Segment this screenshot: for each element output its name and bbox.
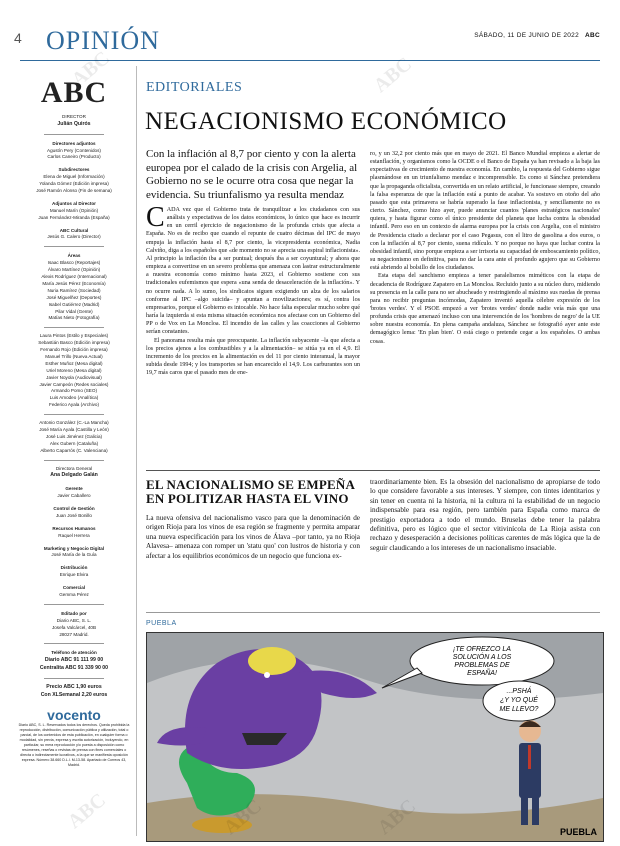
staff-line: Alex Gubern (Cataluña) xyxy=(49,440,99,446)
control-title: Control de Gestión xyxy=(53,506,95,511)
staff-line: José Miguelñez (Deportes) xyxy=(46,294,102,300)
divider xyxy=(44,460,104,461)
abc-watermark: ABC xyxy=(67,47,115,92)
staff-line: Nuria Ramírez (Sociedad) xyxy=(47,287,101,293)
top-rule xyxy=(20,60,600,61)
staff-line: Laura Pintos (Estilo y Especiales) xyxy=(39,333,109,339)
staff-line: Raquel Herrera xyxy=(58,532,90,538)
editorial2-column-1: La nueva ofensiva del nacionalismo vasco para que la denominación de origen Rioja para los vinos de esa región se fragmente y permita amparar una nueva especificación para los vinos de Álava –por tanto, ya no Rioja Alavesa– amenaza con romper un 'statu quo' con lustros de historia y con afectar a los equilibrios económicos de un negocio que funciona ex- xyxy=(146,514,360,560)
speech-bubble-genie xyxy=(410,637,554,685)
bubble-line: ME LLEVO? xyxy=(499,706,539,713)
staff-line: Pilar Vidal (Gente) xyxy=(55,308,93,314)
atencion-title: Teléfono de atención xyxy=(51,650,97,656)
price-line: Con XLSemanal 2,20 euros xyxy=(40,691,108,698)
staff-line: Javier Campeón (Redes sociales) xyxy=(39,381,109,387)
staff-line: María Jesús Pérez (Economía) xyxy=(42,280,106,286)
editado-title: Editado por xyxy=(61,610,87,616)
staff-line: Uriel Moreno (Mesa digital) xyxy=(46,367,102,373)
staff-line: Álvaro Martínez (Opinión) xyxy=(47,267,101,273)
staff-line: José Luis Jiménez (Galicia) xyxy=(45,433,103,439)
staff-line: Jesús G. Calero (Director) xyxy=(47,234,101,240)
editorial2-column-2: traordinariamente bien. Es la obsesión del nacionalismo de apropiarse de todo lo que considere favorable a sus intereses. Y siempre, con tintes identitarios y sin tener en cuenta ni la historia, ni la cultura ni la estabilidad de un negocio indispensable para esa región, pero también para España como marca de prestigio exportadora a todo el mundo. Bruselas debe tener la palabra definitiva, pero es lógico que el sector vitivinícola de La Rioja asista con rechazo y desesperación a decisiones políticas carentes de más lógica que la de seguir claudicando a los intereses de un nacionalismo insaciable. xyxy=(370,478,600,552)
staff-line: Agustín Pery (Contenidos) xyxy=(47,147,101,153)
staff-line: Antonio González (C.-La Mancha) xyxy=(39,420,109,426)
staff-line: José María de la Guía xyxy=(51,552,97,558)
vocento-logo: vocento xyxy=(47,706,101,723)
staff-line: Alexis Rodríguez (Internacional) xyxy=(41,274,107,280)
masthead-sidebar xyxy=(18,66,130,836)
cartoonist-signature: PUEBLA xyxy=(559,827,597,837)
regional-list xyxy=(18,420,130,454)
staff-line: Enrique Elvira xyxy=(59,572,89,578)
dropcap: C xyxy=(146,202,165,233)
staff-line: Matías Nieto (Fotografía) xyxy=(48,315,100,321)
staff-line: Diario ABC, S. L. xyxy=(56,617,92,623)
editions-list xyxy=(18,333,130,409)
divider xyxy=(44,134,104,135)
subdirectores-title: Subdirectores xyxy=(58,167,90,173)
staff-line: Josefa Valcárcel, 40B xyxy=(51,624,97,630)
staff-line: Javier Noyola (Audiovisual) xyxy=(46,374,102,380)
divider xyxy=(44,643,104,644)
divider xyxy=(44,604,104,605)
staff-line: José María Ayala (Castilla y León) xyxy=(39,426,109,432)
bubble-line: ¡TE OFREZCO LA xyxy=(453,646,511,653)
genie-eye xyxy=(264,672,270,678)
staff-line: Juan José Bonillo xyxy=(55,512,92,518)
staff-line: Sebastián Basco (Edición impresa) xyxy=(38,340,110,346)
staff-line: Yolanda Gómez (Edición impresa) xyxy=(39,181,109,187)
editorial-headline: NEGACIONISMO ECONÓMICO xyxy=(145,108,507,135)
cartoon xyxy=(146,632,604,842)
bubble-line: ESPAÑA! xyxy=(467,670,497,677)
brand-text: ABC xyxy=(585,32,600,39)
staff-line: Isaac Blasco (Reportajes) xyxy=(47,260,101,266)
section-rule xyxy=(146,470,600,471)
section-title: OPINIÓN xyxy=(46,26,160,55)
staff-line: Federico Ayala (Archivo) xyxy=(49,402,99,408)
staff-line: Centralita ABC 91 339 90 00 xyxy=(39,665,109,672)
staff-line: Armando Pomo (SEO) xyxy=(51,388,97,394)
magic-lamp xyxy=(192,817,252,833)
legal-notice: Diario ABC, S. L. Reservados todos los derechos. Queda prohibida la reproducción, distribución, comunicación pública y utilización, total o parcial, de los contenidos de esta publicación, en cualquier forma o modalidad, sin previa, expresa y escrita autorización, incluyendo, en particular, su mera reproducción y/o puesta a disposición como resúmenes, reseñas o revistas de prensa con fines comerciales o directa o indirectamente lucrativos, a la que se manifiesta oposición expresa. Número 38.660 D.L.l. M-13-58. Apartado de Correos 43, Madrid. xyxy=(18,722,130,768)
cartoon-drawing xyxy=(147,633,603,841)
editorial-body-text: El panorama resulta más que preocupante. La inflación subyacente –la que afecta a los precios ajenos a los combustibles y a la alimentación– se sitúa ya en el 4,9. El incremento de los precios en la alimentación es del 11 por ciento interanual, la mayor subida desde 1994; y los transportes se han encarecido el 14,9. Los carburantes son un 19,7 más caros que el pasado mes de ene- xyxy=(146,337,360,377)
comercial-title: Comercial xyxy=(62,585,86,591)
editorial2-headline: EL NACIONALISMO SE EMPEÑA EN POLITIZAR HASTA EL VINO xyxy=(146,477,355,506)
staff-line: Gemma Pérez xyxy=(59,592,89,598)
staff-line: Alberto Caparrós (C. Valenciana) xyxy=(40,447,108,453)
man-tie xyxy=(528,745,531,769)
areas-list xyxy=(18,260,130,322)
abc-watermark: ABC xyxy=(63,789,111,834)
bubble-line: ¿Y YO QUÉ xyxy=(500,697,538,704)
staff-line: Luis Amodeo (Analítica) xyxy=(49,395,99,401)
editorial-body-text: Esta etapa del sanchismo empieza a tener paralelismos miméticos con la etapa de decadencia de Rodríguez Zapatero en La Moncloa. Recluido junto a su núcleo duro, midiendo su presencia en la calle para no ser abucheado y restringiendo al máximo sus ruedas de prensa para no recibir preguntas incómodas, Zapatero inventó aquella célebre expresión de los 'brotes verdes'. Y el PSOE empezó a ver 'brotes verdes' donde nadie veía más que una profunda crisis que amenazó incluso con una intervención de los 'hombres de negro' de la UE sobre nuestra economía. En plena campaña andaluza, Sánchez se fotografió ayer ante este demagógico lema: 'En plan bien'. O está ciego o pretende cegar a los españoles. O ambas cosas. xyxy=(370,273,600,345)
man-leg xyxy=(521,793,528,825)
adjuntos-dir-title: Adjuntos al Director xyxy=(52,200,96,206)
man-leg xyxy=(532,793,539,825)
page-number: 4 xyxy=(14,30,22,46)
staff-line: Manuel Trillo (Nueva Actual) xyxy=(45,353,103,359)
editorial-lede: Con la inflación al 8,7 por ciento y con la alerta europea por el calado de la crisis con Argelia, al Gobierno no se le ocurre otra cosa que negar la evidencia. Su triunfalismo ya resulta mendaz xyxy=(146,148,358,201)
dg-title: Directora General xyxy=(55,465,93,471)
rrhh-title: Recursos Humanos xyxy=(52,525,96,531)
editorials-kicker: EDITORIALES xyxy=(146,80,243,95)
staff-line: Carlos Caneiro (Producto) xyxy=(47,154,101,160)
bubble-line: PROBLEMAS DE xyxy=(454,662,510,669)
staff-line: Juan Fernández-Miranda (España) xyxy=(38,214,110,220)
staff-line: Elena de Miguel (Información) xyxy=(43,174,105,180)
bubble-line: ...PSHÁ xyxy=(506,688,532,695)
gerente-title: Gerente xyxy=(65,486,83,492)
abc-watermark: ABC xyxy=(369,53,417,98)
areas-title: Áreas xyxy=(67,253,81,259)
bubble-line: SOLUCIÓN A LOS xyxy=(452,654,512,661)
editorial-column-2 xyxy=(370,150,600,346)
cartoon-label: PUEBLA xyxy=(146,620,177,627)
sidebar-divider xyxy=(136,66,137,836)
editorial-body-text: ro, y un 32,2 por ciento más que en mayo de 2021. El Banco Mundial empieza a alertar de estanflación, y organismos como la OCDE o el Banco de España ya han revisado a la baja las expectativas de crecimiento de nuestra economía. En cambio, la respuesta del Gobierno sigue plasmándose en un triunfalismo mendaz e incomprensible. Es como si Sánchez pretendiera que la propaganda oficialista, convertida en un relato artificial, le funcionase siempre, creando la falsa esperanza de que la inflación está a punto de acabar. Ya sostuvo en otoño del año pasado que esta primavera se habría superado la fase inflacionista, y sencillamente no es cierto. Sánchez, como hizo ayer, puede anunciar cuantos 'planes estratégicos nacionales' quiera, y hasta figurar como el único presidente del planeta que lucha contra la obesidad infantil. Pero eso en un contexto de alarma europea por la crisis con Argelia, con el ministro de Presidencia citado a declarar por el caso Pegasus, con el litro de gasolina a dos euros, o con la inflación al 8,7 por ciento, suena ridículo. Y no porque no haya que luchar contra la obesidad infantil, sino porque empieza a ser irrisoria su capacidad de emboscamiento político, su negacionismo en definitiva, para no dar la cara ante el profundo agujero que su Gobierno está abriendo al bolsillo de los ciudadanos. xyxy=(370,151,600,272)
dg-name: Ana Delgado Galán xyxy=(50,472,98,479)
staff-line: 28027 Madrid. xyxy=(59,631,89,637)
divider xyxy=(44,414,104,415)
divider xyxy=(44,246,104,247)
editorial-body-text: ADA vez que el Gobierno trata de tranquilizar a los ciudadanos con sus análisis y expectativas de los datos económicos, lo único que hace es incurrir en un cerril ejercicio de negacionismo de la profunda crisis que afecta a España. No es de recibo que cuando el repunte de cuatro décimas del IPC de mayo empuja la inflación hasta el 8,7 por ciento, la vicepresidenta económica, Nadia Calviño, diga a los españoles que «de momento no se aprecia una espiral inflacionista». Al principio la inflación iba a ser puntual; después iba a ser coyuntural; y ahora que empieza a convertirse en un severo problema que amenaza con lastrar estructuralmente a nuestra economía como mínimo hasta 2023, el Gobierno sostiene con sus tradicionales eufemismos que espera «una senda de desaceleración de la inflación». Y no ocurre nada. A lo sumo, los sindicatos siguen exigiendo un alza de los salarios conforme al IPC –algo suicida– y apuntan a movilizaciones; es sí, contra los empresarios, porque el Gobierno es intocable. No hace falta especular mucho sobre qué haría la izquierda si esta misma situación económica nos afectase con un Gobierno del PP o de Vox en La Moncloa. El incendio de las calles y las coacciones al Gobierno serían constantes. xyxy=(146,207,360,336)
director-title: DIRECTOR xyxy=(62,114,86,119)
distribucion-title: Distribución xyxy=(60,565,88,571)
staff-line: Isabel Gutiérrez (Madrid) xyxy=(48,301,100,307)
staff-line: Fernando Rojo (Edición impresa) xyxy=(40,347,108,353)
editorial-column-1 xyxy=(146,202,360,377)
abc-logo: ABC xyxy=(40,76,108,109)
section-rule xyxy=(146,612,600,613)
divider xyxy=(44,327,104,328)
staff-line: Javier Caballero xyxy=(57,493,91,499)
date-text: SÁBADO, 11 DE JUNIO DE 2022 xyxy=(474,32,580,39)
genie-turban xyxy=(248,647,296,675)
staff-line: Esther Muñoz (Mesa digital) xyxy=(45,360,103,366)
divider xyxy=(44,678,104,679)
price-line: Precio ABC 1,90 euros xyxy=(46,683,102,690)
staff-line: Diario ABC 91 111 99 00 xyxy=(44,657,104,664)
adjuntos-title: Directores adjuntos xyxy=(52,140,96,146)
director-name: Julián Quirós xyxy=(57,120,91,127)
marketing-title: Marketing y Negocio Digital xyxy=(43,545,105,551)
staff-line: Manuel Marín (Opinión) xyxy=(49,207,99,213)
staff-line: José Ramón Alonso (Fin de semana) xyxy=(36,188,112,194)
header-date xyxy=(474,32,600,39)
cultural-title: ABC Cultural xyxy=(59,227,89,233)
